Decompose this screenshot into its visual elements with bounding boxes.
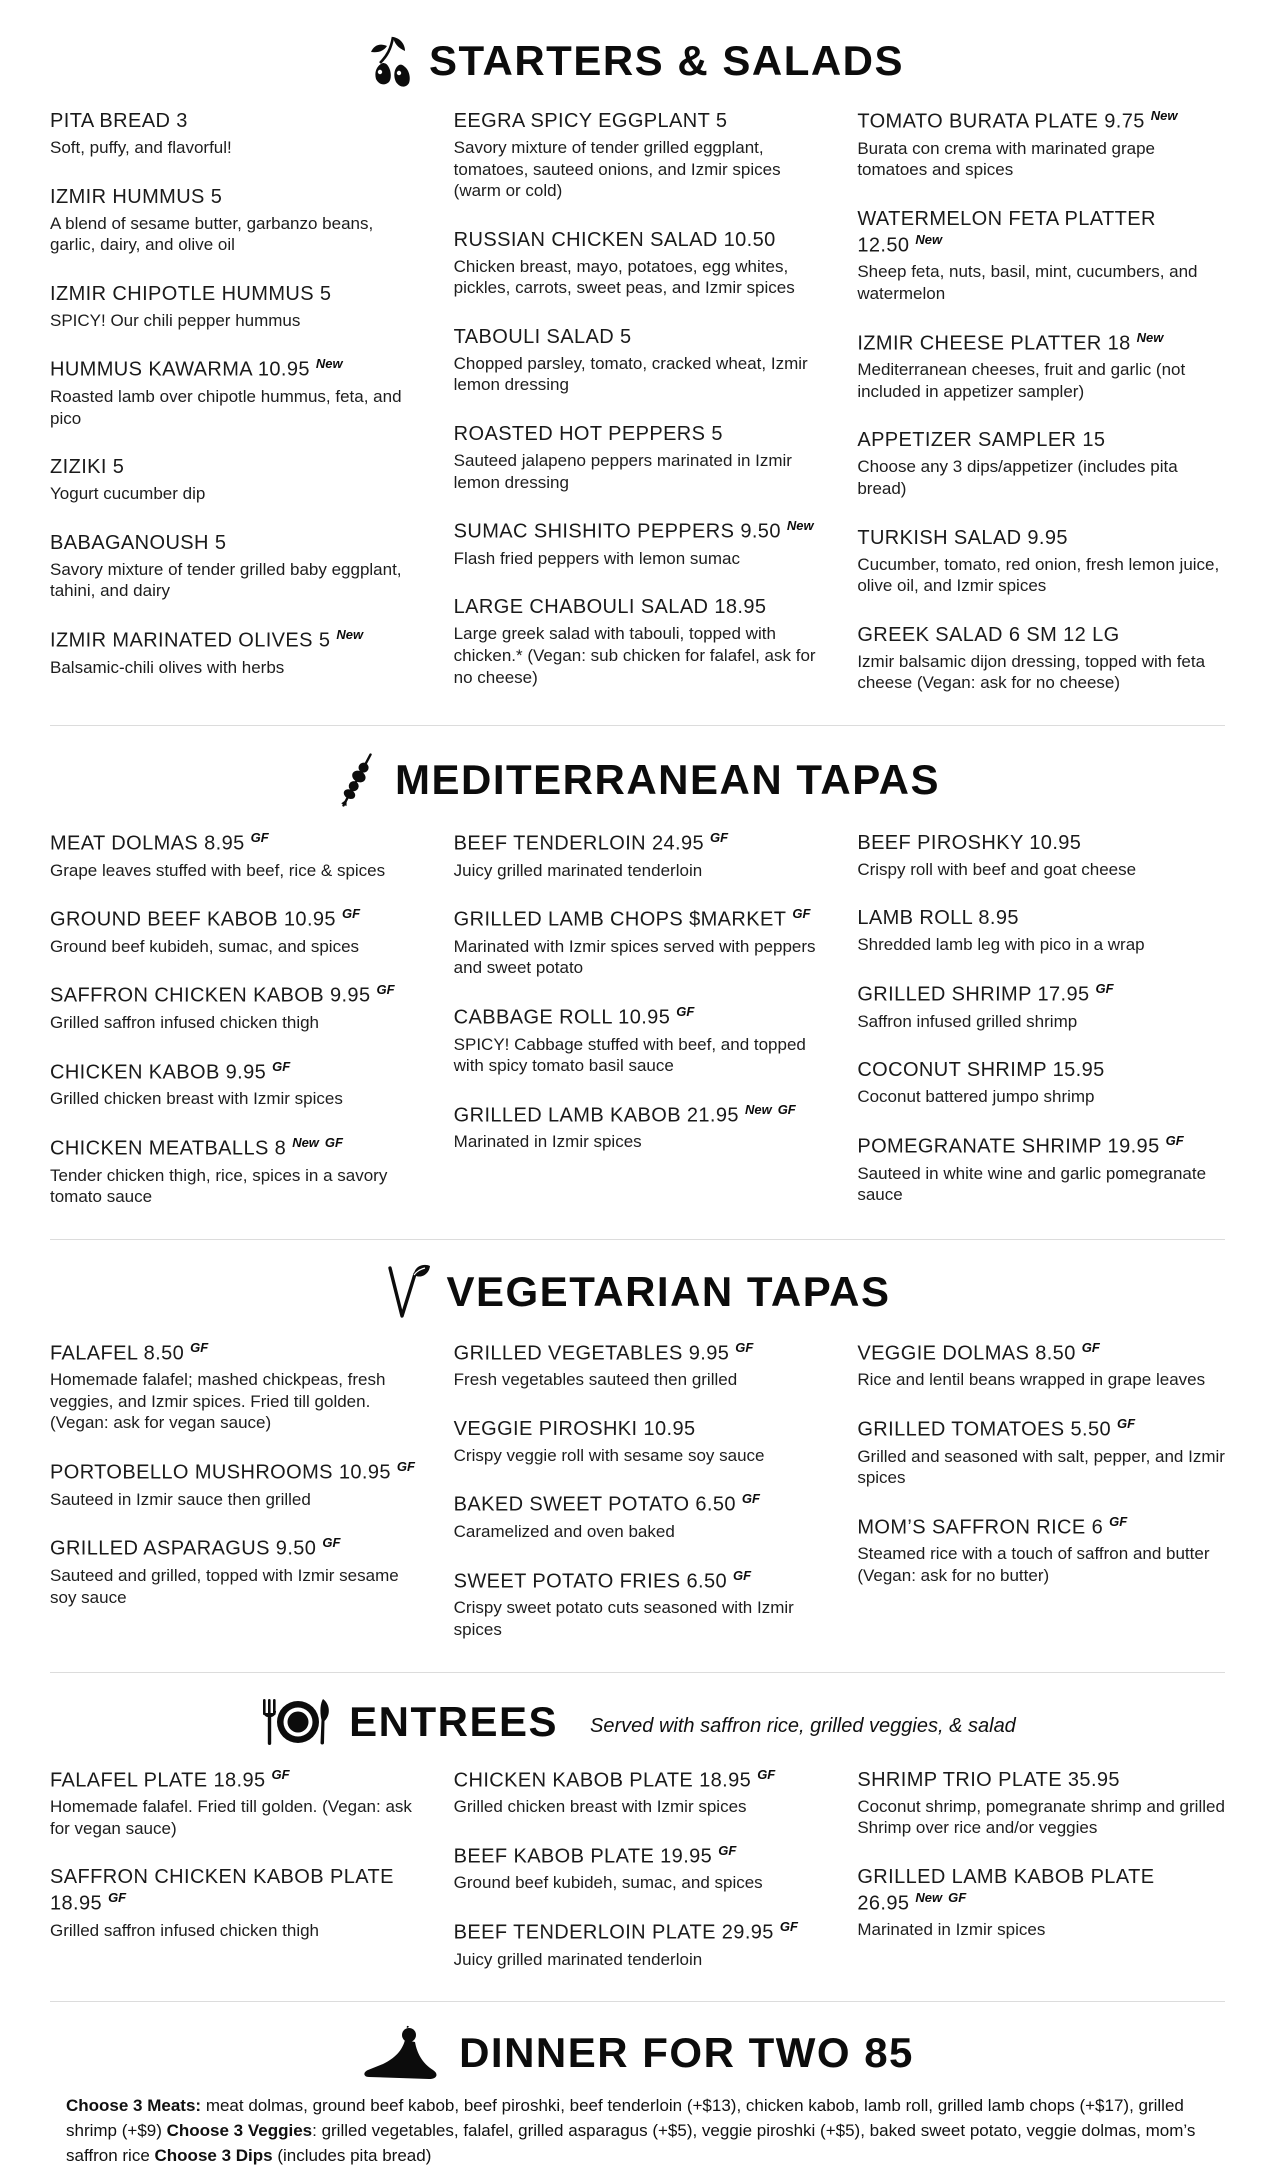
item-name-and-price [50, 281, 418, 307]
item-description: Coconut shrimp, pomegranate shrimp and grilled Shrimp over rice and/or veggies [857, 1796, 1225, 1838]
item-name-text: FALAFEL PLATE 18.95 [50, 1769, 266, 1792]
item-description: Homemade falafel; mashed chickpeas, fresh veggies, and Izmir spices. Fried till golden. (Vegan: ask for vegan sauce) [50, 1370, 386, 1433]
item-description: Sauteed jalapeno peppers marinated in Izmir lemon dressing [453, 451, 792, 492]
item-name-text: CABBAGE ROLL 10.95 [453, 1006, 671, 1029]
item-name-text: TURKISH SALAD 9.95 [857, 526, 1068, 549]
item-description: Choose any 3 dips/appetizer (includes pita bread) [857, 457, 1178, 499]
item-description: A blend of sesame butter, garbanzo beans, garlic, dairy, and olive oil [50, 213, 374, 255]
menu-item [454, 594, 822, 688]
menu-item [454, 1843, 822, 1894]
menu-item [454, 906, 822, 979]
item-description: Mediterranean cheeses, fruit and garlic (not included in appetizer sampler) [857, 360, 1186, 401]
gf-badge: GF [341, 906, 361, 922]
menu-column [857, 1340, 1225, 1666]
section-vegetarian-tapas [50, 1239, 1225, 1666]
item-description: Large greek salad with tabouli, topped with chicken.* (Vegan: sub chicken for falafel, ask for no cheese) [453, 624, 816, 687]
item-name-text: ROASTED HOT PEPPERS 5 [453, 423, 723, 446]
item-name-text: TOMATO BURATA PLATE 9.75 [857, 110, 1145, 133]
menu-column [50, 830, 418, 1233]
item-name-and-price [50, 1767, 418, 1794]
item-name-and-price [454, 324, 822, 350]
section-header [50, 34, 1225, 88]
item-name-text: BABAGANOUSH 5 [50, 531, 227, 554]
item-name-and-price [50, 830, 418, 857]
item-name-and-price [857, 1133, 1225, 1160]
item-name-and-price [50, 356, 418, 383]
note-segment: (includes pita bread) [272, 2145, 432, 2165]
item-name-and-price [857, 427, 1225, 453]
menu-column [50, 1767, 418, 1996]
menu-item [50, 108, 418, 159]
gf-badge: GF [718, 1842, 737, 1858]
section-header [50, 750, 1225, 810]
item-description: Chopped parsley, tomato, cracked wheat, Izmir lemon dressing [453, 353, 808, 395]
item-description: Juicy grilled marinated tenderloin [453, 860, 703, 880]
menu-item [857, 1416, 1225, 1489]
gf-badge: GF [733, 1567, 752, 1583]
note-bold-segment: Choose 3 Veggies [166, 2120, 313, 2140]
menu-item [857, 108, 1225, 181]
menu-item [857, 1864, 1225, 1941]
section-columns [50, 830, 1225, 1233]
item-description: Ground beef kubideh, sumac, and spices [453, 1873, 763, 1893]
item-name-and-price [50, 108, 418, 134]
item-name-and-price [857, 1340, 1225, 1367]
item-description: Coconut battered jumpo shrimp [857, 1087, 1095, 1107]
item-name-text: LARGE CHABOULI SALAD 18.95 [453, 596, 767, 619]
item-name-text: POMEGRANATE SHRIMP 19.95 [857, 1135, 1160, 1158]
note-segment: meat dolmas, ground beef kabob, beef piroshki, beef tenderloin (+$13), chicken kabob, lamb roll, grilled lamb chops (+$17), grilled shrimp (+$9) [66, 2096, 1184, 2140]
gf-badge: GF [735, 1339, 754, 1355]
item-description: Sauteed in Izmir sauce then grilled [50, 1489, 311, 1509]
item-description: Tender chicken thigh, rice, spices in a savory tomato sauce [50, 1165, 388, 1207]
section-columns [50, 1340, 1225, 1666]
menu-item [857, 1340, 1225, 1391]
gf-badge: GF [1117, 1415, 1136, 1431]
gf-badge: GF [1081, 1339, 1100, 1355]
item-name-text: HUMMUS KAWARMA 10.95 [50, 358, 310, 381]
gf-badge: GF [190, 1339, 209, 1355]
item-name-text: SAFFRON CHICKEN KABOB PLATE 18.95 [50, 1866, 394, 1915]
item-name-and-price [454, 1491, 822, 1518]
item-name-and-price [50, 1535, 418, 1562]
menu-item [857, 330, 1225, 403]
item-name-text: PORTOBELLO MUSHROOMS 10.95 [50, 1461, 391, 1484]
menu-item [454, 421, 822, 493]
menu-item [50, 184, 418, 256]
item-name-and-price [454, 1102, 822, 1129]
gf-badge: GF [676, 1003, 695, 1019]
new-badge: New [786, 518, 814, 534]
menu-item [454, 1416, 822, 1467]
menu-item [857, 622, 1225, 694]
item-name-and-price [50, 1459, 418, 1486]
item-name-and-price [50, 530, 418, 556]
section-header [50, 1264, 1225, 1320]
item-name-text: CHICKEN KABOB 9.95 [50, 1061, 267, 1084]
item-name-text: SWEET POTATO FRIES 6.50 [453, 1570, 727, 1593]
item-description: Homemade falafel. Fried till golden. (Vegan: ask for vegan sauce) [50, 1797, 412, 1838]
item-name-text: GRILLED VEGETABLES 9.95 [453, 1342, 730, 1365]
menu-column [857, 830, 1225, 1233]
menu-item [857, 206, 1225, 305]
item-description: Yogurt cucumber dip [50, 484, 206, 504]
section-mediterranean-tapas [50, 725, 1225, 1233]
item-name-and-price [50, 1135, 418, 1162]
new-badge: New [744, 1101, 772, 1117]
item-description: Grilled chicken breast with Izmir spices [50, 1089, 343, 1109]
item-name-text: SUMAC SHISHITO PEPPERS 9.50 [453, 520, 781, 543]
item-name-and-price [454, 1416, 822, 1442]
note-bold-segment: Choose 3 Dips [154, 2145, 273, 2165]
menu-item [857, 1057, 1225, 1108]
item-name-text: IZMIR MARINATED OLIVES 5 [50, 629, 331, 652]
item-name-and-price [857, 206, 1225, 259]
menu-item [50, 530, 418, 602]
menu-item [50, 627, 418, 678]
item-name-text: APPETIZER SAMPLER 15 [857, 429, 1106, 452]
item-name-and-price [857, 1057, 1225, 1083]
reclining-figure-icon [361, 2026, 443, 2080]
menu-item [454, 324, 822, 396]
item-description: Crispy veggie roll with sesame soy sauce [453, 1445, 765, 1465]
item-description: Caramelized and oven baked [453, 1522, 675, 1542]
item-name-and-price [454, 1767, 822, 1794]
item-name-and-price [454, 906, 822, 933]
gf-badge: GF [322, 1535, 341, 1551]
menu-item [454, 1919, 822, 1970]
dinner-for-two-note [66, 2094, 1209, 2168]
menu-item [454, 1491, 822, 1542]
item-description: Crispy sweet potato cuts seasoned with Izmir spices [453, 1598, 794, 1639]
item-name-text: VEGGIE PIROSHKI 10.95 [453, 1417, 696, 1440]
section-dinner-for-two [50, 2001, 1225, 2168]
item-name-text: SHRIMP TRIO PLATE 35.95 [857, 1768, 1120, 1791]
item-description: Savory mixture of tender grilled baby eggplant, tahini, and dairy [50, 559, 402, 601]
item-name-and-price [454, 227, 822, 253]
menu-item [857, 830, 1225, 881]
item-name-and-price [857, 830, 1225, 856]
item-name-text: GRILLED ASPARAGUS 9.50 [50, 1537, 317, 1560]
item-name-text: PITA BREAD 3 [50, 110, 188, 132]
item-name-and-price [50, 627, 418, 654]
item-description: Grape leaves stuffed with beef, rice & spices [50, 860, 386, 880]
item-name-text: GROUND BEEF KABOB 10.95 [50, 908, 336, 931]
item-description: Flash fried peppers with lemon sumac [453, 548, 740, 568]
section-columns [50, 1767, 1225, 1996]
gf-badge: GF [948, 1889, 967, 1905]
section-title: STARTERS & SALADS [428, 37, 905, 84]
menu-item [857, 525, 1225, 597]
menu-item [857, 905, 1225, 956]
section-header [50, 1697, 1225, 1747]
gf-badge: GF [792, 906, 811, 922]
item-name-text: GRILLED SHRIMP 17.95 [857, 983, 1090, 1006]
item-description: Rice and lentil beans wrapped in grape leaves [857, 1370, 1206, 1390]
item-description: SPICY! Our chili pepper hummus [50, 310, 301, 330]
item-description: Marinated in Izmir spices [857, 1920, 1046, 1940]
gf-badge: GF [324, 1134, 343, 1150]
item-name-text: GRILLED LAMB KABOB 21.95 [453, 1104, 739, 1127]
menu-item [50, 906, 418, 957]
item-description: Chicken breast, mayo, potatoes, egg whites, pickles, carrots, sweet peas, and Izmir spices [453, 256, 795, 298]
menu-item [50, 1767, 418, 1840]
item-description: Crispy roll with beef and goat cheese [857, 859, 1137, 879]
item-name-and-price [454, 1004, 822, 1031]
item-name-text: WATERMELON FETA PLATTER 12.50 [857, 207, 1156, 257]
item-name-and-price [857, 330, 1225, 357]
item-name-text: MOM’S SAFFRON RICE 6 [857, 1516, 1104, 1539]
menu-item [50, 1864, 418, 1941]
item-description: Fresh vegetables sauteed then grilled [453, 1370, 738, 1390]
kabob-skewer-icon [335, 750, 379, 810]
menu-item [50, 830, 418, 881]
section-columns [50, 108, 1225, 719]
menu-item [857, 1767, 1225, 1839]
item-name-and-price [857, 1514, 1225, 1541]
item-name-text: IZMIR CHEESE PLATTER 18 [857, 332, 1131, 355]
new-badge: New [1136, 329, 1164, 345]
section-header [50, 2026, 1225, 2080]
section-title: MEDITERRANEAN TAPAS [395, 755, 940, 803]
gf-badge: GF [757, 1766, 776, 1782]
item-name-and-price [454, 518, 822, 545]
menu-item [857, 427, 1225, 499]
item-name-and-price [857, 1767, 1225, 1793]
item-description: Roasted lamb over chipotle hummus, feta, and pico [50, 386, 402, 428]
item-name-and-price [454, 830, 822, 857]
menu-item [857, 981, 1225, 1032]
item-name-text: BEEF PIROSHKY 10.95 [857, 831, 1082, 854]
menu-item [50, 1135, 418, 1208]
item-name-and-price [454, 108, 822, 134]
item-name-and-price [857, 1416, 1225, 1443]
item-name-text: GRILLED TOMATOES 5.50 [857, 1418, 1112, 1441]
item-description: Grilled saffron infused chicken thigh [50, 1920, 320, 1940]
item-name-and-price [454, 1843, 822, 1870]
item-description: Sheep feta, nuts, basil, mint, cucumbers, and watermelon [857, 262, 1198, 304]
item-name-and-price [857, 905, 1225, 931]
item-description: Steamed rice with a touch of saffron and butter (Vegan: ask for no butter) [857, 1544, 1210, 1585]
menu-item [857, 1133, 1225, 1206]
item-name-text: BEEF TENDERLOIN PLATE 29.95 [453, 1921, 774, 1944]
item-name-text: RUSSIAN CHICKEN SALAD 10.50 [453, 228, 776, 251]
item-name-and-price [857, 981, 1225, 1008]
section-title: VEGETARIAN TAPAS [446, 1267, 891, 1315]
item-name-and-price [857, 1864, 1225, 1917]
item-name-text: ZIZIKI 5 [50, 456, 125, 479]
new-badge: New [315, 356, 343, 372]
menu-item [50, 1059, 418, 1110]
item-description: Soft, puffy, and flavorful! [50, 138, 232, 157]
new-badge: New [915, 231, 943, 247]
section-entrees [50, 1672, 1225, 1996]
menu-item [50, 1459, 418, 1510]
entrees-subtitle: Served with saffron rice, grilled veggies, & salad [590, 1715, 1016, 1738]
gf-badge: GF [710, 829, 729, 845]
item-name-text: BEEF KABOB PLATE 19.95 [453, 1845, 713, 1868]
menu-column [50, 1340, 418, 1666]
new-badge: New [336, 626, 364, 642]
item-name-and-price [50, 982, 418, 1009]
item-name-and-price [857, 525, 1225, 551]
item-name-and-price [50, 1059, 418, 1086]
menu-item [454, 1102, 822, 1153]
item-description: Saffron infused grilled shrimp [857, 1011, 1078, 1031]
menu-column [857, 108, 1225, 719]
menu-column [454, 108, 822, 719]
item-name-and-price [454, 594, 822, 620]
gf-badge: GF [108, 1890, 127, 1906]
gf-badge: GF [250, 829, 269, 845]
item-description: Grilled saffron infused chicken thigh [50, 1013, 320, 1033]
menu-item [454, 518, 822, 569]
menu-column [454, 830, 822, 1233]
item-description: Sauteed and grilled, topped with Izmir sesame soy sauce [50, 1565, 399, 1607]
item-name-and-price [857, 108, 1225, 135]
item-description: Izmir balsamic dijon dressing, topped with feta cheese (Vegan: ask for no cheese) [857, 651, 1206, 693]
item-name-text: FALAFEL 8.50 [50, 1342, 185, 1365]
item-name-text: GREEK SALAD 6 SM 12 LG [857, 623, 1120, 646]
menu-item [857, 1514, 1225, 1587]
item-name-and-price [50, 454, 418, 480]
item-name-text: IZMIR CHIPOTLE HUMMUS 5 [50, 282, 332, 305]
leaf-v-icon [384, 1264, 430, 1320]
menu-item [454, 1004, 822, 1077]
item-description: Grilled and seasoned with salt, pepper, and Izmir spices [857, 1446, 1225, 1488]
item-name-text: LAMB ROLL 8.95 [857, 907, 1019, 930]
note-bold-segment: Choose 3 Meats: [66, 2096, 202, 2116]
gf-badge: GF [1095, 981, 1114, 997]
menu-item [454, 1340, 822, 1391]
section-title: ENTREES [349, 1697, 559, 1745]
item-name-and-price [50, 1864, 418, 1917]
section-title: DINNER FOR TWO 85 [459, 2029, 914, 2077]
menu-column [50, 108, 418, 719]
menu-item [50, 982, 418, 1033]
item-name-text: BEEF TENDERLOIN 24.95 [453, 832, 704, 855]
menu-column [454, 1767, 822, 1996]
item-description: Ground beef kubideh, sumac, and spices [50, 936, 360, 956]
item-description: Juicy grilled marinated tenderloin [453, 1949, 703, 1969]
item-name-text: GRILLED LAMB KABOB PLATE 26.95 [857, 1865, 1155, 1915]
olive-branch-icon [371, 34, 413, 88]
section-starters-salads [50, 34, 1225, 719]
menu-item [50, 356, 418, 429]
item-name-text: VEGGIE DOLMAS 8.50 [857, 1342, 1076, 1365]
item-name-and-price [454, 1340, 822, 1367]
menu-item [50, 1340, 418, 1434]
item-name-text: SAFFRON CHICKEN KABOB 9.95 [50, 985, 371, 1008]
item-name-text: BAKED SWEET POTATO 6.50 [453, 1494, 736, 1517]
gf-badge: GF [272, 1058, 291, 1074]
item-description: Savory mixture of tender grilled eggplant, tomatoes, sauteed onions, and Izmir spices (warm or cold) [453, 138, 781, 201]
menu-item [454, 227, 822, 299]
item-name-and-price [50, 184, 418, 210]
item-description: Grilled chicken breast with Izmir spices [453, 1797, 747, 1817]
item-name-text: CHICKEN KABOB PLATE 18.95 [453, 1769, 752, 1792]
menu-item [50, 281, 418, 332]
gf-badge: GF [777, 1101, 796, 1117]
menu-item [50, 454, 418, 505]
item-name-text: MEAT DOLMAS 8.95 [50, 832, 245, 855]
item-name-text: IZMIR HUMMUS 5 [50, 185, 223, 208]
new-badge: New [915, 1889, 943, 1905]
gf-badge: GF [1165, 1132, 1184, 1148]
menu-item [454, 108, 822, 202]
gf-badge: GF [741, 1491, 760, 1507]
new-badge: New [292, 1134, 319, 1150]
gf-badge: GF [271, 1766, 290, 1782]
item-description: Sauteed in white wine and garlic pomegranate sauce [857, 1163, 1207, 1205]
gf-badge: GF [779, 1918, 798, 1934]
menu-column [857, 1767, 1225, 1996]
gf-badge: GF [396, 1459, 415, 1475]
item-description: Marinated with Izmir spices served with peppers and sweet potato [453, 936, 816, 978]
item-name-and-price [857, 622, 1225, 648]
item-name-and-price [454, 1568, 822, 1595]
new-badge: New [1150, 108, 1178, 123]
item-name-text: COCONUT SHRIMP 15.95 [857, 1059, 1105, 1082]
item-description: Balsamic-chili olives with herbs [50, 657, 285, 677]
menu-item [50, 1535, 418, 1608]
item-description: SPICY! Cabbage stuffed with beef, and topped with spicy tomato basil sauce [453, 1034, 806, 1076]
item-name-and-price [50, 1340, 418, 1367]
item-description: Cucumber, tomato, red onion, fresh lemon juice, olive oil, and Izmir spices [857, 554, 1220, 596]
gf-badge: GF [1109, 1513, 1128, 1529]
item-name-and-price [454, 421, 822, 447]
menu-column [454, 1340, 822, 1666]
item-name-and-price [454, 1919, 822, 1946]
item-description: Shredded lamb leg with pico in a wrap [857, 935, 1145, 955]
menu-item [454, 1767, 822, 1818]
item-description: Marinated in Izmir spices [453, 1132, 642, 1152]
plate-cutlery-icon [259, 1697, 333, 1747]
item-name-and-price [50, 906, 418, 933]
menu-item [454, 1568, 822, 1641]
item-name-text: EEGRA SPICY EGGPLANT 5 [453, 110, 728, 132]
item-name-text: TABOULI SALAD 5 [453, 325, 632, 348]
item-description: Burata con crema with marinated grape tomatoes and spices [857, 138, 1155, 180]
item-name-text: GRILLED LAMB CHOPS $MARKET [453, 908, 787, 931]
menu-item [454, 830, 822, 881]
note-segment: : grilled vegetables, falafel, grilled asparagus (+$5), veggie piroshki (+$5), baked sweet potato, veggie dolmas, mom’s saffron rice [66, 2120, 1196, 2165]
item-name-text: CHICKEN MEATBALLS 8 [50, 1137, 287, 1160]
gf-badge: GF [376, 982, 395, 998]
